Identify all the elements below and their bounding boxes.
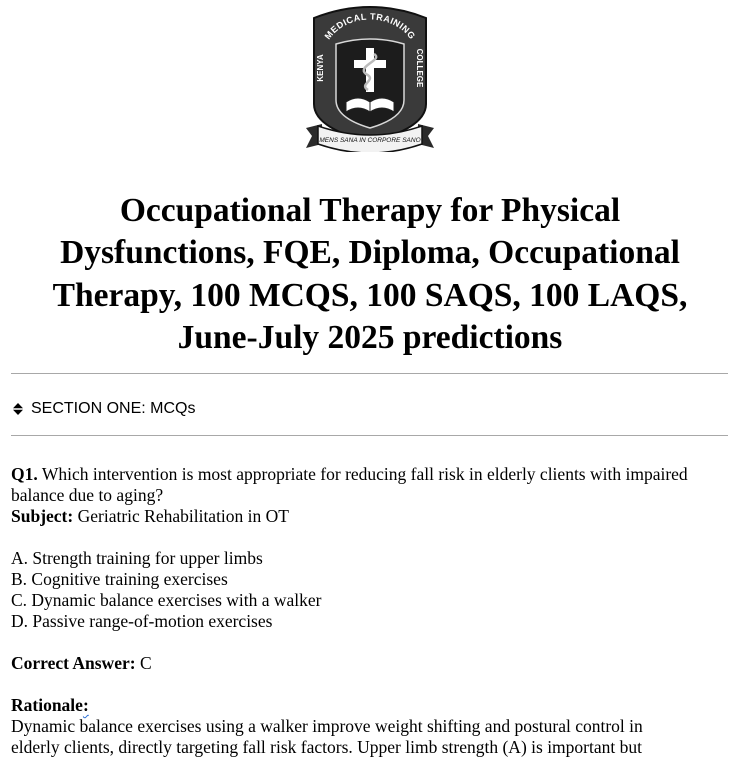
divider-top [11, 373, 728, 374]
college-logo [300, 4, 440, 152]
title-line-2: Dysfunctions, FQE, Diploma, Occupational [60, 234, 680, 272]
svg-text:COLLEGE: COLLEGE [415, 48, 424, 88]
rationale-label: Rationale [11, 695, 83, 715]
title-line-4: June-July 2025 predictions [177, 318, 563, 356]
section-heading [11, 399, 195, 419]
subject-line [11, 506, 731, 527]
subject-label: Subject: [11, 506, 74, 526]
option-b: B. Cognitive training exercises [11, 569, 228, 589]
svg-text:KENYA: KENYA [316, 54, 325, 82]
question-number: Q1. [11, 464, 38, 484]
question-text-line-1: Which intervention is most appropriate for reducing fall risk in elderly clients with impaired [41, 464, 688, 484]
rationale-text [11, 716, 731, 758]
svg-text:MEDICAL TRAINING: MEDICAL TRAINING [322, 11, 418, 42]
diamond-arrows-icon [11, 402, 25, 416]
section-label: SECTION ONE: MCQs [31, 400, 196, 417]
option-c: C. Dynamic balance exercises with a walker [11, 590, 322, 610]
question-text-line-2: balance due to aging? [11, 485, 164, 505]
kmtc-crest-icon [300, 4, 440, 152]
subject-value: Geriatric Rehabilitation in OT [77, 506, 289, 526]
rationale-heading [11, 695, 731, 716]
correct-answer [11, 653, 731, 674]
rationale-line-1: Dynamic balance exercises using a walker improve weight shifting and postural control in [11, 716, 643, 736]
answer-value: C [139, 653, 152, 673]
rationale-colon: : [82, 695, 89, 715]
title-line-3: Therapy, 100 MCQS, 100 SAQS, 100 LAQS, [52, 276, 688, 314]
answer-label: Correct Answer: [11, 653, 136, 673]
question-text [11, 464, 731, 506]
svg-text:MENS SANA IN CORPORE SANO: MENS SANA IN CORPORE SANO [319, 137, 421, 144]
divider-bottom [11, 435, 728, 436]
rationale-line-2: elderly clients, directly targeting fall risk factors. Upper limb strength (A) is important but [11, 737, 642, 757]
document-title [10, 190, 730, 359]
question-block [11, 464, 731, 758]
title-line-1: Occupational Therapy for Physical [119, 192, 621, 229]
option-d: D. Passive range-of-motion exercises [11, 611, 273, 631]
option-a: A. Strength training for upper limbs [11, 548, 263, 568]
